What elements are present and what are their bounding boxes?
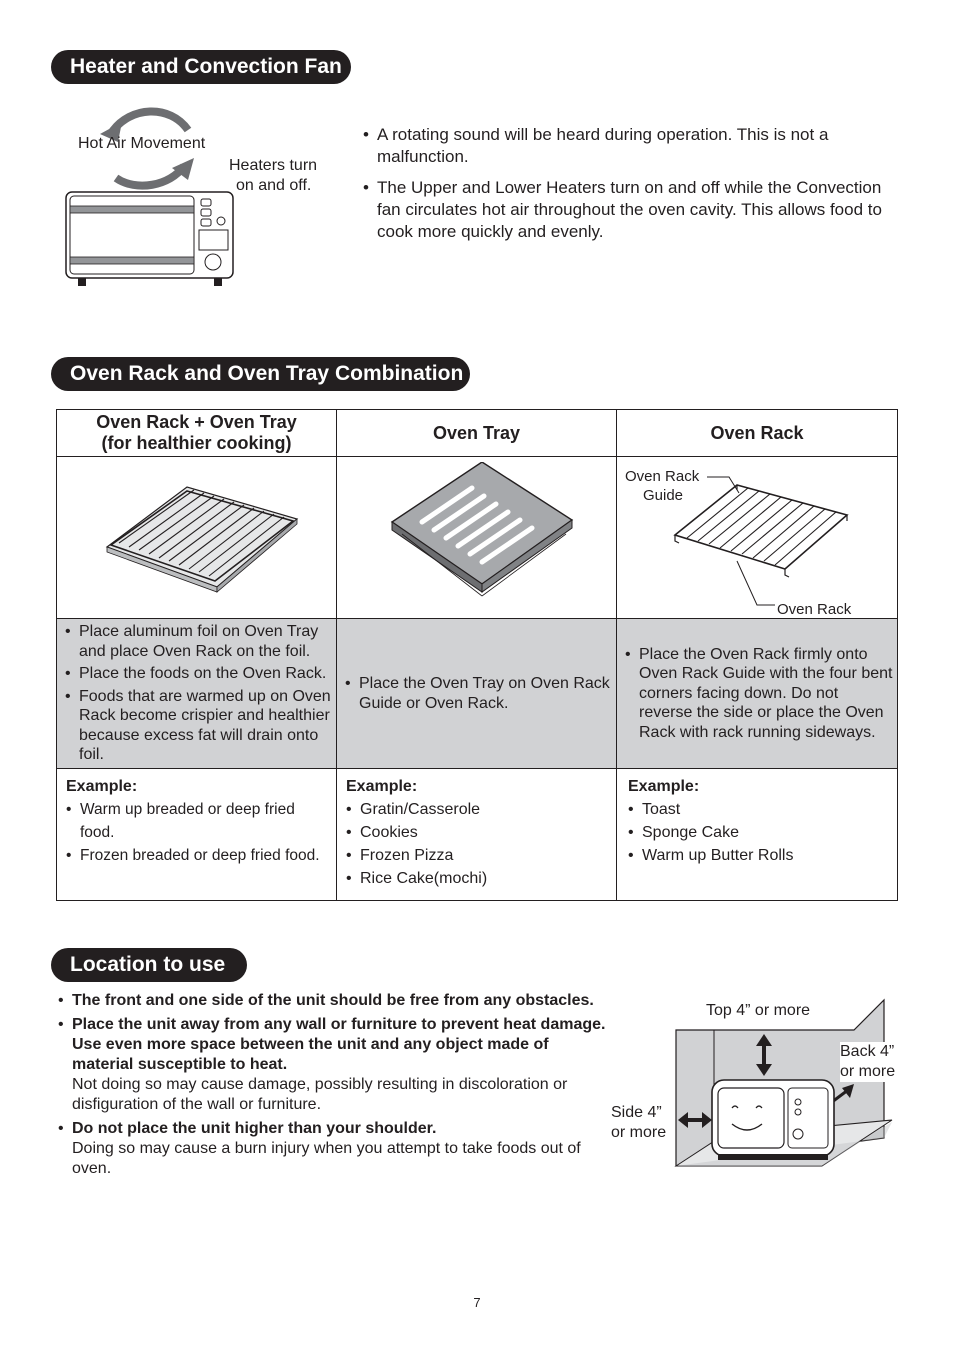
location-item-text: Doing so may cause a burn injury when you attempt to take foods out of oven. <box>72 1140 581 1177</box>
example-item: • Toast <box>628 798 891 821</box>
header-line: Oven Tray <box>432 422 521 443</box>
location-item-bold: • Do not place the unit higher than your shoulder. <box>72 1120 437 1137</box>
header-line: (for healthier cooking) <box>101 433 292 453</box>
back-clearance-line: Back 4” <box>840 1043 895 1060</box>
example-label: Example: <box>628 778 700 795</box>
rack-label: Oven Rack <box>777 601 852 618</box>
description-bullet: • Foods that are warmed up on Oven Rack become crispier and healthier because excess fat will drain onto foil. <box>65 687 332 765</box>
description-bullet: • Place the foods on the Oven Rack. <box>65 664 332 684</box>
side-clearance-line: Side 4” <box>611 1104 662 1121</box>
example-label: Example: <box>346 778 418 795</box>
combination-table <box>56 409 898 901</box>
clearance-diagram <box>672 998 897 1170</box>
location-item <box>58 1119 608 1179</box>
rack-examples <box>617 769 898 901</box>
location-item <box>58 1015 608 1115</box>
column-header-rack <box>617 410 898 457</box>
rack-guide-label-line1: Oven Rack <box>625 468 700 485</box>
example-item: • Cookies <box>346 821 610 844</box>
location-item-bold: • The front and one side of the unit should be free from any obstacles. <box>72 992 594 1009</box>
location-item <box>58 991 608 1011</box>
oven-airflow-illustration <box>60 100 240 290</box>
column-header-tray <box>337 410 617 457</box>
hot-air-movement-label: Hot Air Movement <box>78 135 206 152</box>
rack-image-cell <box>617 457 898 619</box>
heaters-label-line1: Heaters turn <box>229 157 318 174</box>
side-clearance-label <box>611 1103 666 1143</box>
example-label: Example: <box>66 778 138 795</box>
example-item: • Frozen Pizza <box>346 844 610 867</box>
location-items <box>58 991 608 1179</box>
rack-description <box>617 619 898 769</box>
example-item: • Warm up Butter Rolls <box>628 844 891 867</box>
tray-description <box>337 619 617 769</box>
example-item: • Sponge Cake <box>628 821 891 844</box>
page-number: 7 <box>473 1295 481 1310</box>
rack-on-tray-illustration <box>97 477 307 607</box>
description-bullet: • Place aluminum foil on Oven Tray and place Oven Rack on the foil. <box>65 622 332 661</box>
tray-image-cell <box>337 457 617 619</box>
location-item-text: Not doing so may cause damage, possibly resulting in discoloration or disfiguration of the wall or furniture. <box>72 1076 568 1113</box>
header-line: Oven Rack <box>710 422 804 443</box>
example-item: • Gratin/Casserole <box>346 798 610 821</box>
heater-section-title: Heater and Convection Fan <box>51 50 351 84</box>
header-line: Oven Rack + Oven Tray <box>96 412 297 432</box>
description-bullet: • Place the Oven Rack firmly onto Oven Rack Guide with the four bent corners facing down. Do not reverse the side or place the Oven Rack with rack running sideways. <box>625 645 893 743</box>
location-section-title: Location to use <box>51 948 247 982</box>
back-clearance-line: or more <box>840 1063 896 1080</box>
tray-examples <box>337 769 617 901</box>
rack-tray-description <box>57 619 337 769</box>
heater-bullet: • The Upper and Lower Heaters turn on and off while the Convection fan circulates hot air throughout the oven cavity. This allows food to cook more quickly and evenly. <box>363 177 883 243</box>
heater-bullets <box>363 124 883 243</box>
oven-tray-illustration <box>382 462 582 612</box>
location-item-bold: • Place the unit away from any wall or furniture to prevent heat damage. Use even more space between the unit and any object made of material susceptible to heat. <box>72 1016 606 1073</box>
heaters-label-line2: on and off. <box>236 177 312 194</box>
rack-guide-label-line2: Guide <box>643 487 684 504</box>
description-bullet: • Place the Oven Tray on Oven Rack Guide or Oven Rack. <box>345 674 612 713</box>
column-header-rack-tray <box>57 410 337 457</box>
oven-rack-illustration <box>667 465 857 615</box>
example-item: • Warm up breaded or deep fried food. <box>66 798 330 844</box>
heater-bullet: • A rotating sound will be heard during operation. This is not a malfunction. <box>363 124 883 168</box>
back-clearance-label <box>840 1042 895 1082</box>
top-clearance-label: Top 4” or more <box>706 1002 811 1019</box>
combination-section-title: Oven Rack and Oven Tray Combination <box>51 357 470 391</box>
rack-tray-examples <box>57 769 337 901</box>
example-item: • Rice Cake(mochi) <box>346 867 610 890</box>
example-item: • Frozen breaded or deep fried food. <box>66 844 330 867</box>
side-clearance-line: or more <box>611 1124 667 1141</box>
rack-tray-image-cell <box>57 457 337 619</box>
